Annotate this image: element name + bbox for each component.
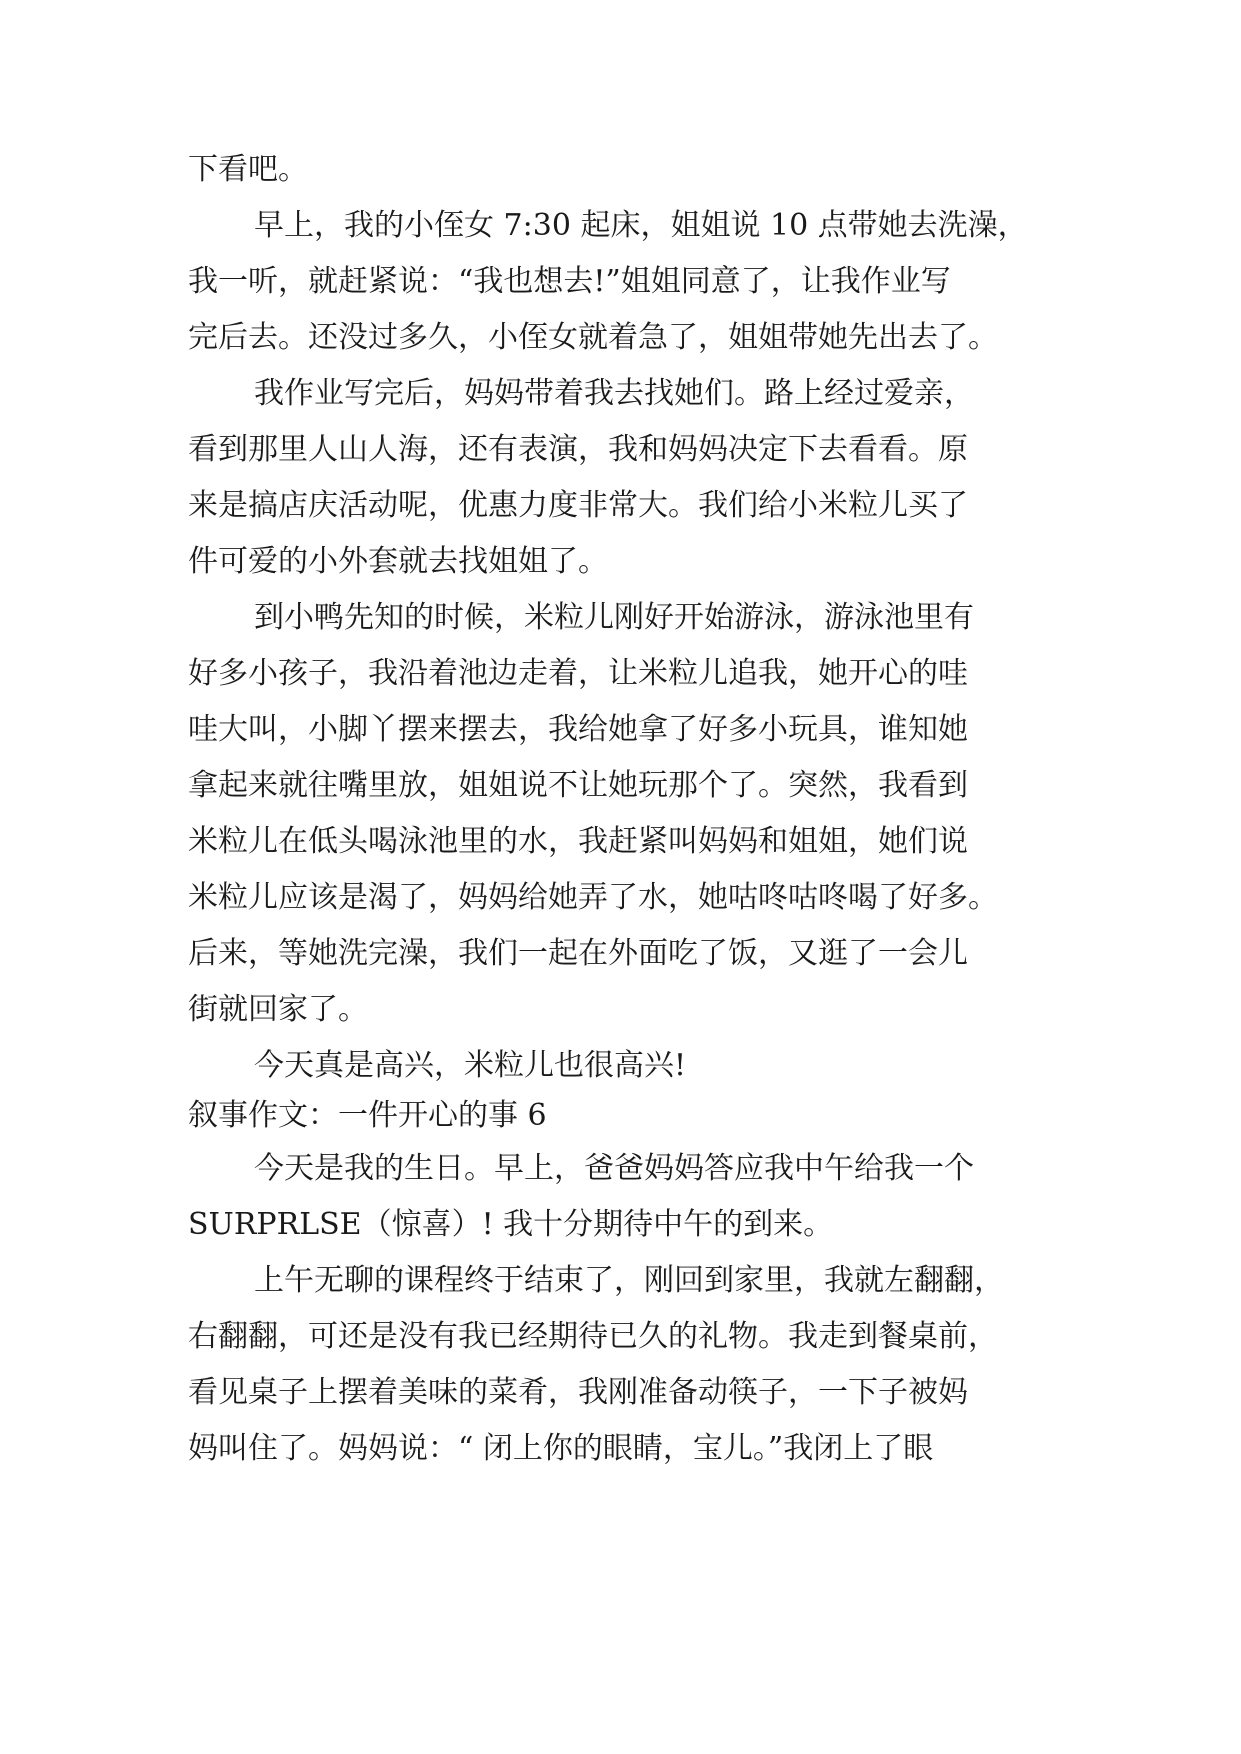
text-line: 完后去。还没过多久，小侄女就着急了，姐姐带她先出去了。 xyxy=(188,320,998,355)
text-line: 上午无聊的课程终于结束了，刚回到家里，我就左翻翻， xyxy=(254,1263,1004,1298)
text-line: 件可爱的小外套就去找姐姐了。 xyxy=(188,544,608,579)
text-line: 来是搞店庆活动呢，优惠力度非常大。我们给小米粒儿买了 xyxy=(188,488,968,523)
text-line: 我作业写完后，妈妈带着我去找她们。路上经过爱亲， xyxy=(254,376,974,411)
text-line: 看见桌子上摆着美味的菜肴，我刚准备动筷子，一下子被妈 xyxy=(188,1375,968,1410)
text-line: 米粒儿应该是渴了，妈妈给她弄了水，她咕咚咕咚喝了好多。 xyxy=(188,880,998,915)
text-line: SURPRLSE（惊喜）! 我十分期待中午的到来。 xyxy=(188,1207,834,1242)
text-line: 今天真是高兴，米粒儿也很高兴! xyxy=(254,1048,687,1083)
text-line: 街就回家了。 xyxy=(188,992,368,1027)
text-line: 下看吧。 xyxy=(188,152,308,187)
text-line: 好多小孩子，我沿着池边走着，让米粒儿追我，她开心的哇 xyxy=(188,656,968,691)
text-line: 早上，我的小侄女 7:30 起床，姐姐说 10 点带她去洗澡， xyxy=(254,208,1028,243)
text-line: 哇大叫，小脚丫摆来摆去，我给她拿了好多小玩具，谁知她 xyxy=(188,712,968,747)
text-line: 米粒儿在低头喝泳池里的水，我赶紧叫妈妈和姐姐，她们说 xyxy=(188,824,968,859)
text-line: 后来，等她洗完澡，我们一起在外面吃了饭，又逛了一会儿 xyxy=(188,936,968,971)
text-line: 到小鸭先知的时候，米粒儿刚好开始游泳，游泳池里有 xyxy=(254,600,974,635)
text-line: 我一听，就赶紧说：“我也想去!”姐姐同意了，让我作业写 xyxy=(188,264,951,299)
text-line: 看到那里人山人海，还有表演，我和妈妈决定下去看看。原 xyxy=(188,432,968,467)
text-line: 右翻翻，可还是没有我已经期待已久的礼物。我走到餐桌前， xyxy=(188,1319,998,1354)
text-line: 今天是我的生日。早上，爸爸妈妈答应我中午给我一个 xyxy=(254,1151,974,1186)
text-line: 拿起来就往嘴里放，姐姐说不让她玩那个了。突然，我看到 xyxy=(188,768,968,803)
text-line: 妈叫住了。妈妈说：“ 闭上你的眼睛，宝儿。”我闭上了眼 xyxy=(188,1431,934,1466)
section-heading: 叙事作文：一件开心的事 6 xyxy=(188,1098,547,1133)
